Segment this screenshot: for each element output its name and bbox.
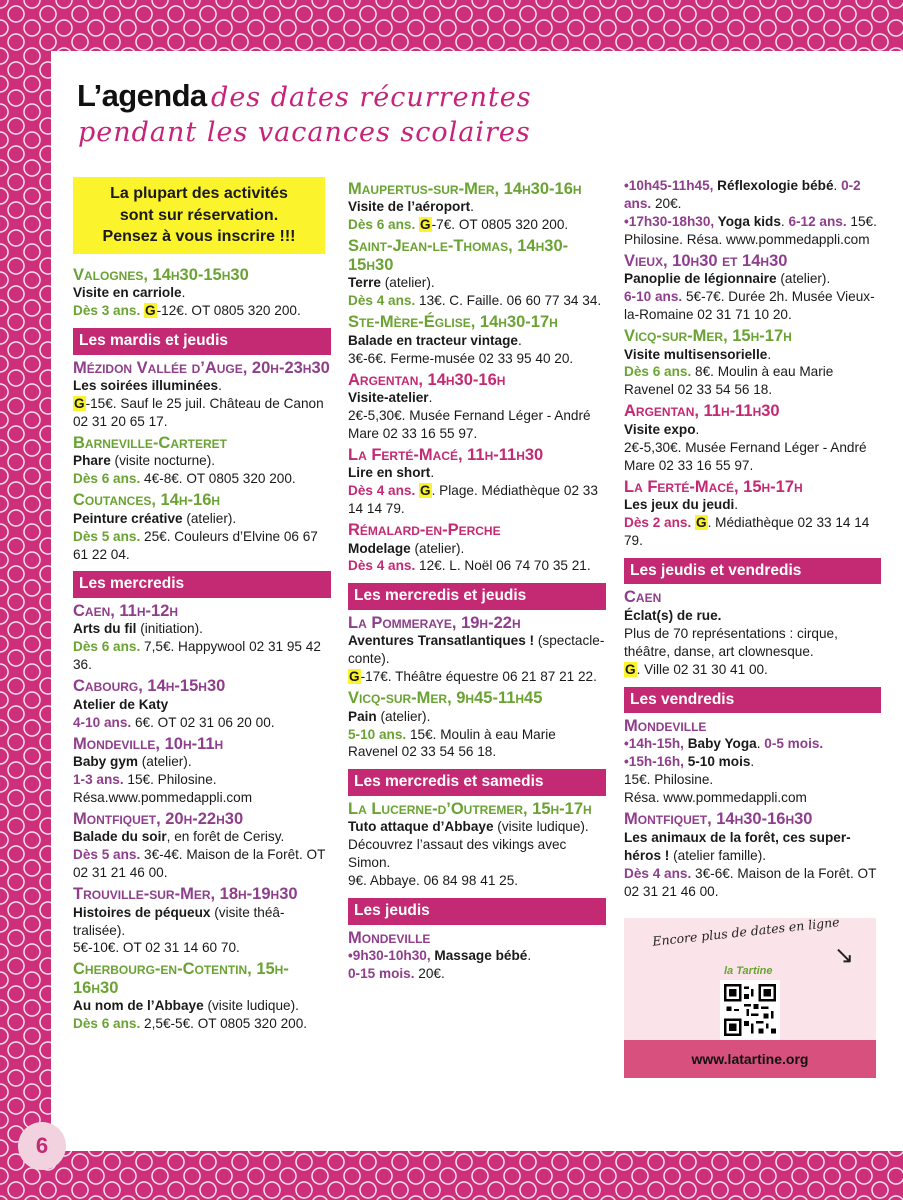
section-header-jeudis: Les jeudis — [348, 898, 606, 924]
event-title: Massage bébé — [430, 948, 528, 964]
event-location: Vieux, 10h30 et 14h30 — [624, 251, 788, 270]
notice-line: La plupart des activités — [110, 185, 288, 202]
event-location: Trouville-sur-Mer, 18h-19h30 — [73, 885, 298, 904]
event-location: Valognes, 14h30-15h30 — [73, 265, 249, 284]
event-age: Dès 4 ans. — [348, 293, 416, 309]
event-age: 0-2 ans. — [624, 178, 861, 211]
latartine-logo: la Tartine — [724, 965, 773, 978]
event-title: Réflexologie bébé — [713, 178, 834, 193]
event-title-rest: (atelier). — [182, 510, 237, 526]
event-age: Dès 3 ans. — [73, 303, 141, 319]
event-location: Barneville-Carteret — [73, 433, 227, 452]
event-title-rest: (visite nocturne). — [110, 453, 216, 469]
event-argentan — [348, 371, 606, 443]
event-title: Visite-atelier — [348, 389, 429, 405]
event-details: Philosine. Résa. www.pommedappli.com — [624, 231, 870, 247]
free-badge: G — [420, 217, 431, 233]
event-title: Visite multisensorielle — [624, 346, 768, 362]
event-mondeville — [73, 735, 331, 807]
event-details: Plus de 70 représentations : cirque, théâtre, danse, art clownesque. — [624, 625, 838, 659]
event-maupertus — [348, 180, 606, 234]
event-ferte-jeux — [624, 478, 881, 550]
curved-arrow-icon: ↘ — [833, 942, 854, 970]
event-location: Mézidon Vallée d’Auge, 20h-23h30 — [73, 358, 330, 377]
event-title-rest: . — [767, 346, 772, 362]
event-title-rest: , en forêt de Cerisy. — [166, 829, 285, 845]
event-location: La Pommeraye, 19h-22h — [348, 613, 521, 632]
event-age: 1-3 ans. — [73, 771, 124, 787]
event-age: Dès 6 ans. — [73, 639, 141, 655]
event-age: 0-15 mois. — [348, 965, 415, 981]
event-title-rest: (visite ludique). — [203, 998, 299, 1014]
promo-script-text: Encore plus de dates en ligne — [651, 914, 841, 950]
event-vicq-pain — [348, 689, 606, 761]
event-time: •10h45-11h45, — [624, 178, 714, 193]
event-details: 13€. C. Faille. 06 60 77 34 34. — [415, 293, 602, 309]
notice-line: Pensez à vous inscrire !!! — [102, 228, 296, 246]
event-age: Dès 4 ans. — [624, 865, 692, 881]
event-details: 7,5€. Happywool 02 31 95 42 36. — [73, 639, 321, 673]
event-details: 15€. Philosine. — [624, 772, 714, 788]
section-header-jeudis-vendredis: Les jeudis et vendredis — [624, 558, 881, 584]
event-age: 6-10 ans. — [624, 289, 683, 305]
event-age: 0-5 mois. — [760, 736, 824, 752]
event-title: Histoires de péqueux — [73, 904, 211, 920]
event-reflexologie — [624, 177, 881, 213]
event-caen — [73, 602, 331, 674]
promo-url[interactable]: www.latartine.org — [624, 1040, 876, 1078]
event-title: Panoplie de légionnaire — [624, 271, 777, 287]
event-title-rest: . — [756, 736, 761, 752]
event-coutances — [73, 491, 331, 563]
event-title: Visite expo — [624, 421, 696, 437]
event-title: Visite en carriole — [73, 285, 182, 301]
event-title: Les animaux de la forêt, ces super-héros ! — [624, 829, 851, 863]
column-3 — [624, 177, 881, 1078]
event-details: 9€. Abbaye. 06 84 98 41 25. — [348, 873, 519, 889]
free-badge: G — [349, 669, 360, 685]
event-title-rest: (spectacle-conte). — [348, 633, 605, 667]
event-location: Mondeville, 10h-11h — [73, 734, 224, 753]
title-bold: L’agenda — [77, 78, 207, 113]
event-age: 5-10 ans. — [348, 726, 407, 742]
event-time: •9h30-10h30, — [348, 948, 431, 964]
event-age: Dès 6 ans. — [624, 364, 692, 380]
event-lucerne — [348, 800, 606, 890]
event-title: 5-10 mois — [683, 754, 751, 770]
section-header-mercredis-samedis: Les mercredis et samedis — [348, 769, 606, 795]
event-age: Dès 6 ans. — [348, 217, 416, 233]
event-details: 8€. Moulin à eau Marie Ravenel 02 33 54 56 18. — [624, 364, 834, 398]
event-mondeville-vendredi — [624, 717, 881, 807]
event-vicq-visite — [624, 327, 881, 399]
event-title: Yoga kids — [714, 213, 781, 229]
event-pommeraye — [348, 614, 606, 686]
event-details: 3€-6€. Maison de la Forêt. OT 02 31 21 46 00. — [624, 865, 877, 899]
event-caen-eclats — [624, 588, 881, 678]
event-details: 20€. — [651, 195, 682, 211]
event-yoga-kids — [624, 213, 881, 249]
event-title: Arts du fil — [73, 621, 137, 637]
event-age: Dès 6 ans. — [73, 1016, 141, 1032]
section-header-mercredis: Les mercredis — [73, 571, 331, 597]
event-location: Rémalard-en-Perche — [348, 521, 501, 540]
page-number: 6 — [18, 1122, 66, 1170]
event-vieux — [624, 252, 881, 324]
free-badge: G — [74, 395, 85, 411]
event-details: -12€. OT 0805 320 200. — [156, 303, 301, 319]
notice-line: sont sur réservation. — [119, 206, 279, 224]
event-details: . Médiathèque 02 33 14 14 79. — [624, 515, 870, 548]
event-title-rest: . — [181, 285, 186, 301]
event-title: Lire en short — [348, 465, 431, 481]
event-title-rest: (atelier). — [381, 275, 435, 291]
event-ferte-mace — [348, 446, 606, 518]
event-location: La Lucerne-d’Outremer, 15h-17h — [348, 799, 592, 818]
section-header-mardis-jeudis: Les mardis et jeudis — [73, 328, 331, 354]
event-time: •14h-15h, — [624, 736, 684, 752]
event-montfiquet — [73, 810, 331, 882]
event-details: 2€-5,30€. Musée Fernand Léger - André Mare 02 33 16 55 97. — [624, 439, 867, 473]
event-details: Découvrez l’assaut des vikings avec Simon. — [348, 837, 567, 871]
event-details: 25€. Couleurs d’Elvine 06 67 61 22 04. — [73, 528, 318, 562]
event-ste-mere — [348, 313, 606, 367]
event-details: 2€-5,30€. Musée Fernand Léger - André Mare 02 33 16 55 97. — [348, 407, 591, 441]
event-title-rest: . — [780, 213, 785, 229]
event-details: -7€. OT 0805 320 200. — [431, 217, 569, 233]
event-cherbourg — [73, 960, 331, 1033]
event-title: Pain — [348, 708, 377, 724]
event-remalard — [348, 521, 606, 575]
event-title: Tuto attaque d’Abbaye — [348, 819, 494, 835]
event-title-rest: (atelier). — [376, 708, 431, 724]
column-2 — [348, 177, 606, 983]
event-details: -15€. Sauf le 25 juil. Château de Canon 02 31 20 65 17. — [73, 395, 324, 429]
event-location: Coutances, 14h-16h — [73, 491, 221, 510]
event-location: Caen — [624, 588, 662, 607]
event-saint-jean — [348, 237, 606, 310]
event-title: Terre — [348, 275, 381, 291]
event-title-rest: . — [695, 421, 700, 437]
title-script-line2: pendant les vacances scolaires — [78, 117, 531, 148]
event-title-rest: . — [734, 497, 739, 513]
event-title: Balade du soir — [73, 829, 167, 845]
event-title-rest: (visite théâ-tralisée). — [73, 904, 285, 938]
event-title-rest: . — [517, 332, 522, 348]
event-age: 4-10 ans. — [73, 714, 132, 730]
section-header-mercredis-jeudis: Les mercredis et jeudis — [348, 583, 606, 609]
event-title: Baby Yoga — [683, 736, 757, 752]
event-location: La Ferté-Macé, 11h-11h30 — [348, 445, 544, 464]
event-details: 15€. — [846, 213, 877, 229]
event-details: 15€. Moulin à eau Marie Ravenel 02 33 54 56 18. — [348, 726, 556, 760]
event-location: Cabourg, 14h-15h30 — [73, 677, 226, 696]
event-title: Atelier de Katy — [73, 696, 169, 712]
event-title-rest: . — [218, 378, 222, 394]
event-title-rest: . — [833, 178, 838, 193]
event-title: Balade en tracteur vintage — [348, 332, 518, 348]
event-title-rest: (atelier famille). — [669, 847, 767, 863]
section-header-vendredis: Les vendredis — [624, 687, 881, 713]
free-badge: G — [696, 515, 707, 530]
online-promo-box[interactable] — [624, 914, 876, 1078]
event-location: Saint-Jean-le-Thomas, 14h30-15h30 — [348, 237, 569, 274]
event-title: Modelage — [348, 540, 411, 556]
event-title-rest: . — [750, 754, 755, 770]
event-valognes — [73, 266, 331, 320]
free-badge: G — [625, 661, 636, 677]
event-location: Argentan, 14h30-16h — [348, 370, 506, 389]
event-title-rest: (visite ludique). — [493, 819, 589, 835]
event-details: 20€. — [414, 965, 445, 981]
event-details: 4€-8€. OT 0805 320 200. — [140, 471, 296, 487]
event-title-rest: (atelier). — [776, 271, 831, 287]
event-location: Mondeville — [348, 928, 431, 947]
event-details: . Ville 02 31 30 41 00. — [636, 661, 768, 677]
event-details: 3€-4€. Maison de la Forêt. OT 02 31 21 46 00. — [73, 847, 326, 881]
event-mezidon — [73, 359, 331, 431]
event-details: 5€-7€. Durée 2h. Musée Vieux-la-Romaine 02 31 71 10 20. — [624, 289, 875, 323]
event-title: Visite de l’aéroport — [348, 199, 471, 215]
title-script-line1: des dates récurrentes — [211, 82, 532, 113]
page-title — [77, 78, 637, 148]
event-location: Ste-Mère-Église, 14h30-17h — [348, 313, 558, 332]
event-argentan-expo — [624, 402, 881, 474]
event-details: 3€-6€. Ferme-musée 02 33 95 40 20. — [348, 350, 574, 366]
event-mondeville-jeudi — [348, 929, 606, 983]
event-title: Aventures Transatlantiques ! — [348, 633, 535, 649]
event-title-rest: . — [428, 389, 433, 405]
event-location: Vicq-sur-Mer, 15h-17h — [624, 327, 792, 346]
event-title: Au nom de l’Abbaye — [73, 998, 204, 1014]
event-title-rest: (initiation). — [136, 621, 203, 637]
event-details: Résa.www.pommedappli.com — [73, 789, 253, 805]
event-location: Maupertus-sur-Mer, 14h30-16h — [348, 180, 582, 198]
event-title: Les soirées illuminées — [73, 378, 219, 394]
event-title: Phare — [73, 453, 111, 469]
event-details: 5€-10€. OT 02 31 14 60 70. — [73, 940, 240, 956]
event-title-rest: (atelier). — [410, 540, 465, 556]
event-details: 6€. OT 02 31 06 20 00. — [131, 714, 275, 730]
event-details: -17€. Théâtre équestre 06 21 87 21 22. — [360, 669, 597, 685]
event-title: Peinture créative — [73, 510, 183, 526]
event-barneville — [73, 434, 331, 488]
event-title: Baby gym — [73, 754, 138, 770]
event-title-rest: (atelier). — [137, 754, 192, 770]
event-location: Cherbourg-en-Cotentin, 15h-16h30 — [73, 960, 289, 997]
event-montfiquet-animaux — [624, 810, 881, 900]
event-details: Résa. www.pommedappli.com — [624, 790, 807, 806]
event-age: Dès 6 ans. — [73, 471, 141, 487]
reservation-notice — [73, 177, 325, 254]
event-location: Caen, 11h-12h — [73, 601, 179, 620]
event-cabourg — [73, 677, 331, 731]
event-details: 12€. L. Noël 06 74 70 35 21. — [415, 558, 591, 574]
event-title-rest: . — [470, 199, 474, 215]
free-badge: G — [145, 303, 156, 319]
event-title-rest: . — [527, 948, 532, 964]
event-location: La Ferté-Macé, 15h-17h — [624, 477, 803, 496]
event-location: Vicq-sur-Mer, 9h45-11h45 — [348, 689, 543, 708]
event-age: Dès 4 ans. — [348, 483, 416, 499]
event-location: Argentan, 11h-11h30 — [624, 402, 780, 421]
event-location: Montfiquet, 14h30-16h30 — [624, 810, 813, 829]
event-location: Mondeville — [624, 717, 707, 735]
qr-code-icon[interactable] — [720, 980, 780, 1040]
event-time: •15h-16h, — [624, 754, 684, 770]
event-age: 6-12 ans. — [784, 213, 847, 229]
event-title: Éclat(s) de rue. — [624, 607, 722, 623]
event-title: Les jeux du jeudi — [624, 497, 735, 513]
event-details: 15€. Philosine. — [123, 771, 217, 787]
event-time: •17h30-18h30, — [624, 213, 715, 229]
event-details: . Plage. Médiathèque 02 33 14 14 79. — [348, 483, 598, 517]
event-title-rest: . — [430, 465, 435, 481]
event-age: Dès 4 ans. — [348, 558, 416, 574]
event-details: 2,5€-5€. OT 0805 320 200. — [140, 1016, 308, 1032]
event-age: Dès 5 ans. — [73, 528, 141, 544]
free-badge: G — [420, 483, 431, 499]
event-age: Dès 5 ans. — [73, 847, 141, 863]
column-1 — [73, 177, 331, 1033]
event-trouville — [73, 885, 331, 957]
event-location: Montfiquet, 20h-22h30 — [73, 809, 244, 828]
event-age: Dès 2 ans. — [624, 515, 692, 530]
